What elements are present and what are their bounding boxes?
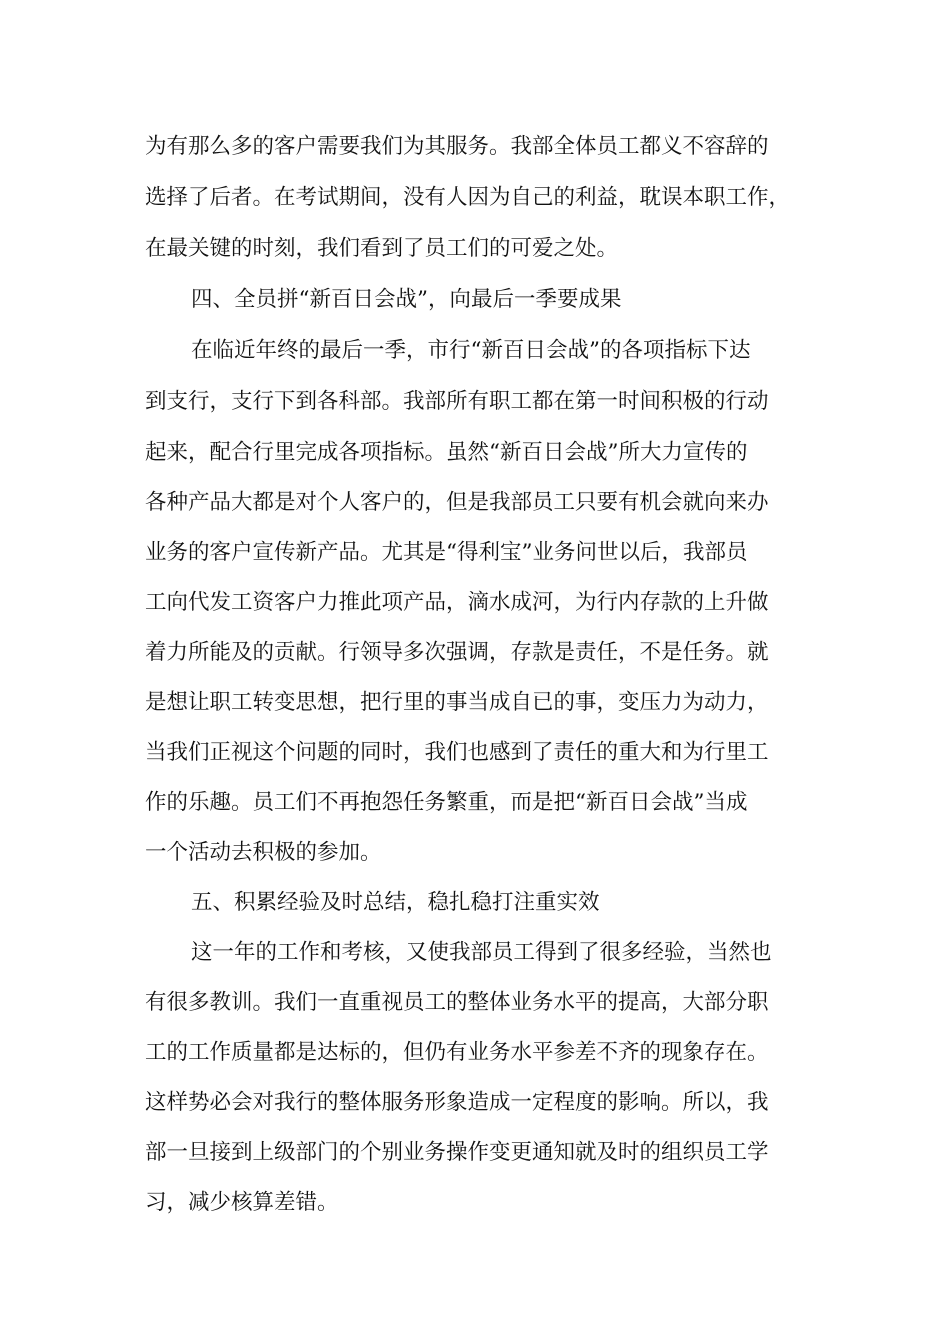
section-heading-5: 五、积累经验及时总结，稳扎稳打注重实效	[191, 890, 600, 915]
text-line-6: 到支行，支行下到各科部。我部所有职工都在第一时间积极的行动	[145, 389, 769, 414]
text-line-7: 起来，配合行里完成各项指标。虽然“新百日会战”所大力宣传的	[145, 440, 748, 465]
text-line-14: 作的乐趣。员工们不再抱怨任务繁重，而是把“新百日会战”当成	[145, 790, 748, 815]
text-line-15: 一个活动去积极的参加。	[145, 840, 382, 865]
text-line-9: 业务的客户宣传新产品。尤其是“得利宝”业务问世以后，我部员	[145, 540, 748, 565]
text-line-3: 在最关键的时刻，我们看到了员工们的可爱之处。	[145, 236, 619, 261]
text-line-1: 为有那么多的客户需要我们为其服务。我部全体员工都义不容辞的	[145, 134, 769, 159]
text-line-13: 当我们正视这个问题的同时，我们也感到了责任的重大和为行里工	[145, 740, 769, 765]
text-line-21: 部一旦接到上级部门的个别业务操作变更通知就及时的组织员工学	[145, 1140, 769, 1165]
text-line-11: 着力所能及的贡献。行领导多次强调，存款是责任，不是任务。就	[145, 640, 769, 665]
text-line-2: 选择了后者。在考试期间，没有人因为自己的利益，耽误本职工作，	[145, 185, 791, 210]
text-line-12: 是想让职工转变思想，把行里的事当成自已的事，变压力为动力，	[145, 690, 769, 715]
text-line-17: 这一年的工作和考核，又使我部员工得到了很多经验，当然也	[191, 940, 772, 965]
text-line-18: 有很多教训。我们一直重视员工的整体业务水平的提高，大部分职	[145, 990, 769, 1015]
text-line-22: 习，减少核算差错。	[145, 1190, 339, 1215]
text-line-5: 在临近年终的最后一季，市行“新百日会战”的各项指标下达	[191, 338, 751, 363]
section-heading-4: 四、全员拼“新百日会战”，向最后一季要成果	[191, 287, 622, 312]
text-line-20: 这样势必会对我行的整体服务形象造成一定程度的影响。所以，我	[145, 1090, 769, 1115]
text-line-10: 工向代发工资客户力推此项产品，滴水成河，为行内存款的上升做	[145, 590, 769, 615]
text-line-8: 各种产品大都是对个人客户的，但是我部员工只要有机会就向来办	[145, 490, 769, 515]
text-line-19: 工的工作质量都是达标的，但仍有业务水平参差不齐的现象存在。	[145, 1040, 769, 1065]
